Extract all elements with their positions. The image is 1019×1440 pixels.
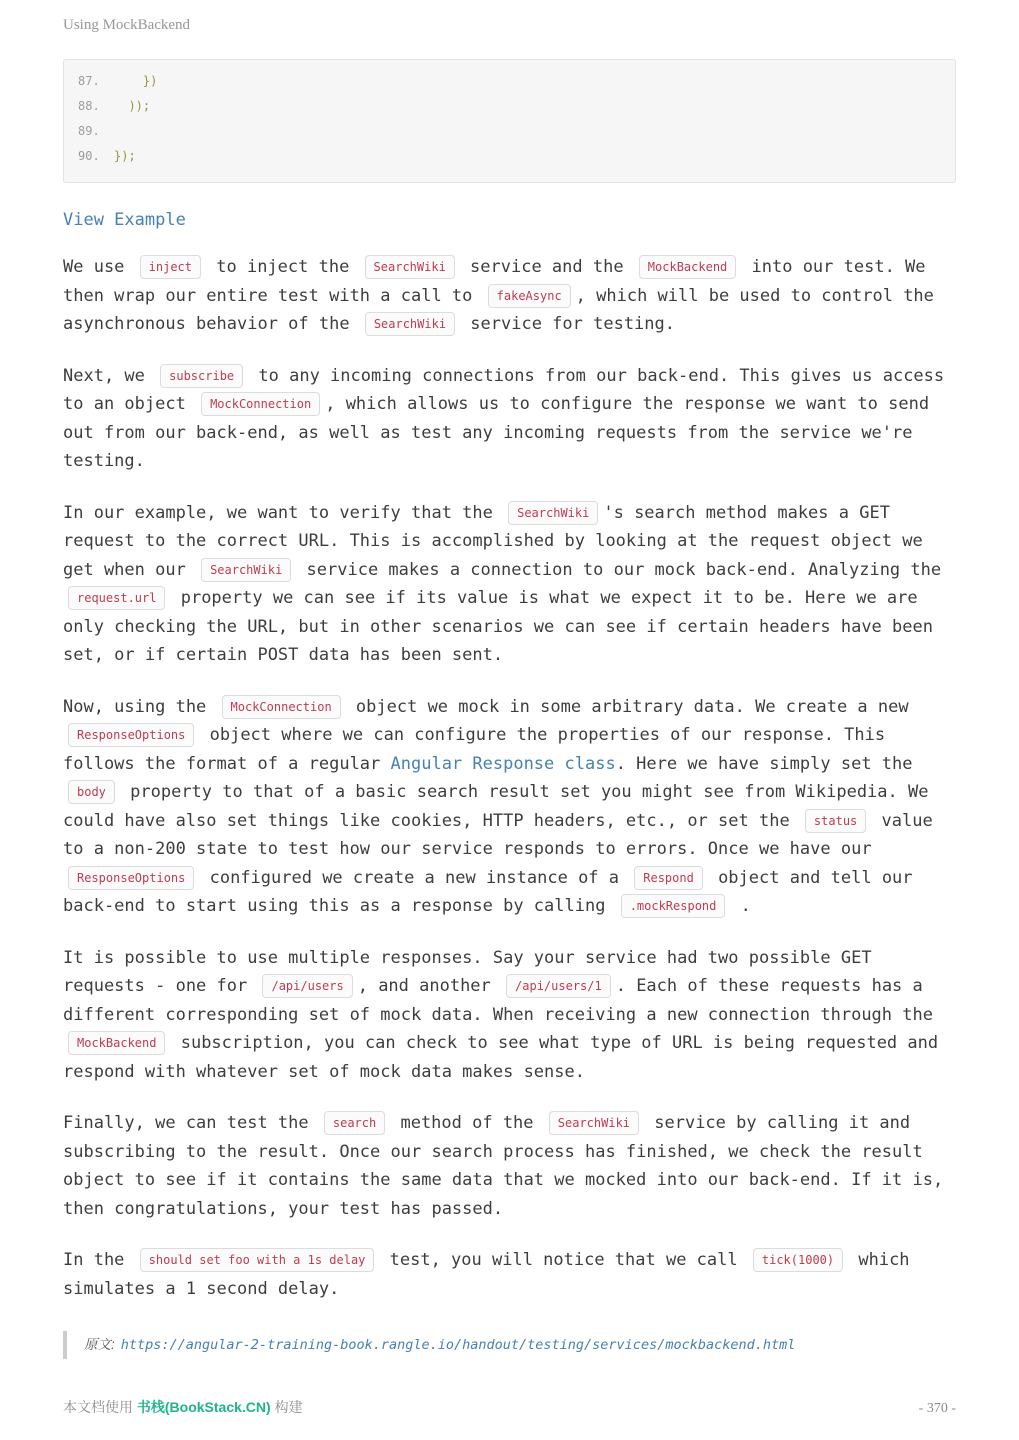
view-example-row [63,210,956,230]
paragraph-text: We use [63,257,135,277]
code-line [78,94,941,119]
inline-code-tag: ResponseOptions [68,723,194,747]
inline-code-tag: MockConnection [201,392,320,416]
inline-code-tag: SearchWiki [365,255,455,279]
inline-code-tag: subscribe [160,364,243,388]
code-line-text: }); [114,149,136,163]
paragraph-text: , which allows us to configure the response we want to send out from our back-end, as well as test any incoming requests from the service we're testing. [63,394,930,471]
paragraph-text: 's search method makes a GET request to the correct URL. This is accomplished by looking at the request object we get when our [63,502,923,580]
inline-code-tag: Respond [634,866,703,890]
paragraph-text: object we mock in some arbitrary data. We create a new [345,696,909,717]
inline-code-tag: MockBackend [68,1031,165,1055]
paragraph-text: . [730,896,751,916]
inline-code-tag: should set foo with a 1s delay [140,1248,375,1272]
code-line-number: 88. [78,99,100,113]
code-line-number: 89. [78,124,100,138]
inline-code-tag: SearchWiki [508,501,598,525]
paragraph-text: Finally, we can test the [63,1113,319,1133]
paragraph-subscribe [63,362,956,476]
paragraph-text: , and another [357,976,502,996]
paragraph-inject-intro [63,253,956,339]
inline-code-tag: MockConnection [222,695,341,719]
code-line [78,144,941,169]
code-line-text: }) [114,74,158,88]
paragraph-text: object and tell our back-end to start using this as a response by calling [63,867,913,916]
code-line-number: 87. [78,74,100,88]
code-line [78,69,941,94]
paragraph-text: to any incoming connections from our back-end. This gives us access to an object [63,365,945,414]
paragraph-text: In our example, we want to verify that the [63,502,504,523]
paragraph-text: configured we create a new instance of a [199,867,630,888]
code-line-number: 90. [78,149,100,163]
paragraph-text: method of the [390,1113,544,1133]
inline-code-tag: SearchWiki [201,558,291,582]
paragraph-text: . Each of these requests has a different corresponding set of mock data. When receiving a new connection through the [63,976,933,1025]
source-quote [63,1331,956,1359]
paragraph-text: object where we can configure the properties of our response. This follows the format of a regular [63,725,886,774]
paragraph-text: subscription, you can check to see what type of URL is being requested and respond with whatever set of mock data makes sense. [63,1033,939,1082]
paragraph-text: service makes a connection to our mock back-end. Analyzing the [296,559,942,580]
inline-text-link[interactable]: Angular Response class [390,753,616,774]
paragraph-text: In the [63,1250,135,1270]
paragraph-text: service by calling it and subscribing to the result. Once our search process has finished, we check the result object to see if it contains the same data that we mocked into our back-end. If it is, then congratulations, your test has passed. [63,1113,944,1219]
paragraph-text: into our test. We then wrap our entire test with a call to [63,257,926,306]
inline-code-tag: request.url [68,586,165,610]
view-example-link[interactable]: View Example [63,210,186,230]
footer-brand-link[interactable]: 书栈(BookStack.CN) [136,1399,271,1415]
inline-code-tag: /api/users [262,974,352,998]
paragraph-text: , which will be used to control the asynchronous behavior of the [63,285,934,334]
paragraph-mock-response [63,693,956,921]
paragraph-verify-get-request [63,499,956,670]
inline-code-tag: SearchWiki [365,312,455,336]
paragraph-text: Now, using the [63,696,217,717]
paragraph-text: service for testing. [460,314,675,334]
paragraph-text: which simulates a 1 second delay. [63,1250,910,1299]
footer-text-prefix: 本文档使用 [63,1399,137,1415]
inline-code-tag: fakeAsync [488,284,571,308]
paragraph-text: Next, we [63,365,156,386]
paragraph-test-search [63,1109,956,1223]
paragraph-text: test, you will notice that we call [379,1250,748,1270]
page-header-title: Using MockBackend [63,17,191,33]
inline-code-tag: body [68,780,115,804]
paragraph-text: . Here we have simply set the [615,753,913,774]
code-block [63,59,956,183]
page-number: - 370 - [918,1401,956,1416]
paragraph-tick-delay [63,1246,956,1303]
footer-builder-note [63,1397,303,1417]
page-footer [63,1397,956,1417]
quote-label: 原文: [84,1337,115,1352]
inline-code-tag: tick(1000) [753,1248,843,1272]
inline-code-tag: status [805,809,866,833]
inline-code-tag: SearchWiki [549,1111,639,1135]
paragraph-text: property we can see if its value is what we expect it to be. Here we are only checking the URL, but in other scenarios we can see if certain headers have been set, or if certain POST data has been sent. [63,588,933,665]
quote-source-link[interactable]: https://angular-2-training-book.rangle.io/handout/testing/services/mockbackend.html [120,1337,796,1353]
paragraph-text: property to that of a basic search result set you might see from Wikipedia. We could have also set things like cookies, HTTP headers, etc., or set the [63,782,929,831]
code-line [78,119,941,144]
paragraph-text: value to a non-200 state to test how our service responds to errors. Once we have our [63,810,933,859]
paragraph-text: to inject the [206,257,360,277]
code-line-text: )); [114,99,151,113]
inline-code-tag: search [324,1111,385,1135]
inline-code-tag: MockBackend [639,255,736,279]
footer-text-suffix: 构建 [270,1399,303,1415]
page-header [63,0,956,34]
paragraph-text: It is possible to use multiple responses. Say your service had two possible GET requests - one for [63,947,872,996]
inline-code-tag: .mockRespond [621,894,726,918]
inline-code-tag: ResponseOptions [68,866,194,890]
paragraph-text: service and the [459,257,634,277]
inline-code-tag: inject [140,255,201,279]
inline-code-tag: /api/users/1 [506,974,611,998]
paragraph-multiple-responses [63,944,956,1087]
